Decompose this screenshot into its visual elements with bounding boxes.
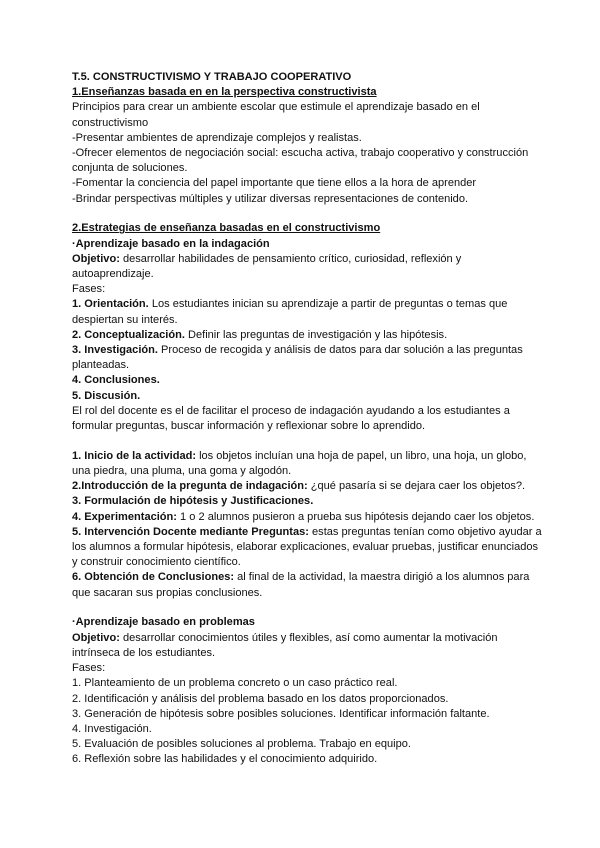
problemas-phase: 3. Generación de hipótesis sobre posibles soluciones. Identificar información faltante. xyxy=(72,707,490,720)
objective-label: Objetivo: xyxy=(72,631,120,644)
phase-label: 2. Conceptualización. xyxy=(72,328,185,341)
indagacion-subheading: ·Aprendizaje basado en la indagación xyxy=(72,237,270,250)
activity-step-label: 5. Intervención Docente mediante Preguntas: xyxy=(72,525,309,538)
problemas-phase: 1. Planteamiento de un problema concreto o un caso práctico real. xyxy=(72,677,398,690)
phase-label: 5. Discusión. xyxy=(72,389,141,402)
activity-step xyxy=(72,525,542,571)
phase-label: 4. Conclusiones. xyxy=(72,374,160,387)
phase-text: Los estudiantes inician su aprendizaje a partir de preguntas o temas que despiertan su interés. xyxy=(72,298,508,326)
section-1-intro: Principios para crear un ambiente escolar que estimule el aprendizaje basado en el constructivismo xyxy=(72,101,480,129)
problemas-phase: 2. Identificación y análisis del problema basado en los datos proporcionados. xyxy=(72,692,449,705)
spacer xyxy=(72,601,542,616)
objective-text: desarrollar habilidades de pensamiento crítico, curiosidad, reflexión y autoaprendizaje. xyxy=(72,252,462,281)
activity-step-text: ¿qué pasaría si se dejara caer los objetos?. xyxy=(307,480,526,493)
problemas-objective xyxy=(72,631,542,661)
principle-item: -Presentar ambientes de aprendizaje complejos y realistas. xyxy=(72,131,362,144)
activity-step xyxy=(72,510,542,525)
document-title: T.5. CONSTRUCTIVISMO Y TRABAJO COOPERATIVO xyxy=(72,71,352,83)
activity-step-label: 6. Obtención de Conclusiones: xyxy=(72,571,235,584)
activity-step-text: los objetos incluían una hoja de papel, un libro, una hoja, un globo, una piedra, una pluma, una goma y algodón. xyxy=(72,449,527,478)
teacher-role: El rol del docente es el de facilitar el proceso de indagación ayudando a los estudiantes a formular preguntas, buscar información y reflexionar sobre lo aprendido. xyxy=(72,404,510,433)
spacer xyxy=(72,207,542,222)
problemas-phase: 4. Investigación. xyxy=(72,722,152,735)
problemas-subheading: ·Aprendizaje basado en problemas xyxy=(72,616,255,629)
document-page xyxy=(72,70,542,768)
activity-step-label: 4. Experimentación: xyxy=(72,510,177,523)
indagacion-phase xyxy=(72,328,542,343)
activity-step-text: estas preguntas tenían como objetivo ayudar a los alumnos a formular hipótesis, elaborar explicaciones, evaluar pruebas, justificar enunciados y construir conocimiento científico. xyxy=(72,525,542,569)
indagacion-objective xyxy=(72,252,542,282)
problemas-phases-label: Fases: xyxy=(72,662,106,675)
activity-step xyxy=(72,449,542,479)
indagacion-phase xyxy=(72,343,542,373)
activity-step-label: 3. Formulación de hipótesis y Justificaciones. xyxy=(72,495,314,508)
indagacion-phases-label: Fases: xyxy=(72,283,106,296)
section-1-heading: 1.Enseñanzas basada en en la perspectiva constructivista xyxy=(72,86,377,99)
activity-step-text: al final de la actividad, la maestra dirigió a los alumnos para que sacaran sus propias conclusiones. xyxy=(72,571,530,599)
activity-step xyxy=(72,494,542,509)
activity-step-label: 1. Inicio de la actividad: xyxy=(72,449,197,462)
indagacion-phase xyxy=(72,297,542,327)
objective-label: Objetivo: xyxy=(72,252,120,265)
indagacion-phase xyxy=(72,373,542,388)
section-2-heading: 2.Estrategias de enseñanza basadas en el constructivismo xyxy=(72,222,381,235)
activity-step xyxy=(72,479,542,494)
problemas-phase: 6. Reflexión sobre las habilidades y el conocimiento adquirido. xyxy=(72,753,378,766)
principle-item: -Fomentar la conciencia del papel importante que tiene ellos a la hora de aprender xyxy=(72,177,477,190)
activity-step-text: 1 o 2 alumnos pusieron a prueba sus hipótesis dejando caer los objetos. xyxy=(176,510,535,523)
problemas-phase: 5. Evaluación de posibles soluciones al problema. Trabajo en equipo. xyxy=(72,738,411,751)
principle-item: -Ofrecer elementos de negociación social: escucha activa, trabajo cooperativo y construcción conjunta de soluciones. xyxy=(72,147,529,175)
phase-text: Proceso de recogida y análisis de datos para dar solución a las preguntas planteadas. xyxy=(72,344,523,372)
principle-item: -Brindar perspectivas múltiples y utilizar diversas representaciones de contenido. xyxy=(72,192,469,205)
objective-text: desarrollar conocimientos útiles y flexibles, así como aumentar la motivación intrínseca de los estudiantes. xyxy=(72,631,498,659)
phase-label: 3. Investigación. xyxy=(72,344,158,357)
phase-text: Definir las preguntas de investigación y las hipótesis. xyxy=(184,328,448,341)
phase-label: 1. Orientación. xyxy=(72,298,149,311)
activity-step-label: 2.Introducción de la pregunta de indagación: xyxy=(72,480,308,493)
indagacion-phase xyxy=(72,389,542,404)
spacer xyxy=(72,434,542,449)
activity-step xyxy=(72,570,542,600)
